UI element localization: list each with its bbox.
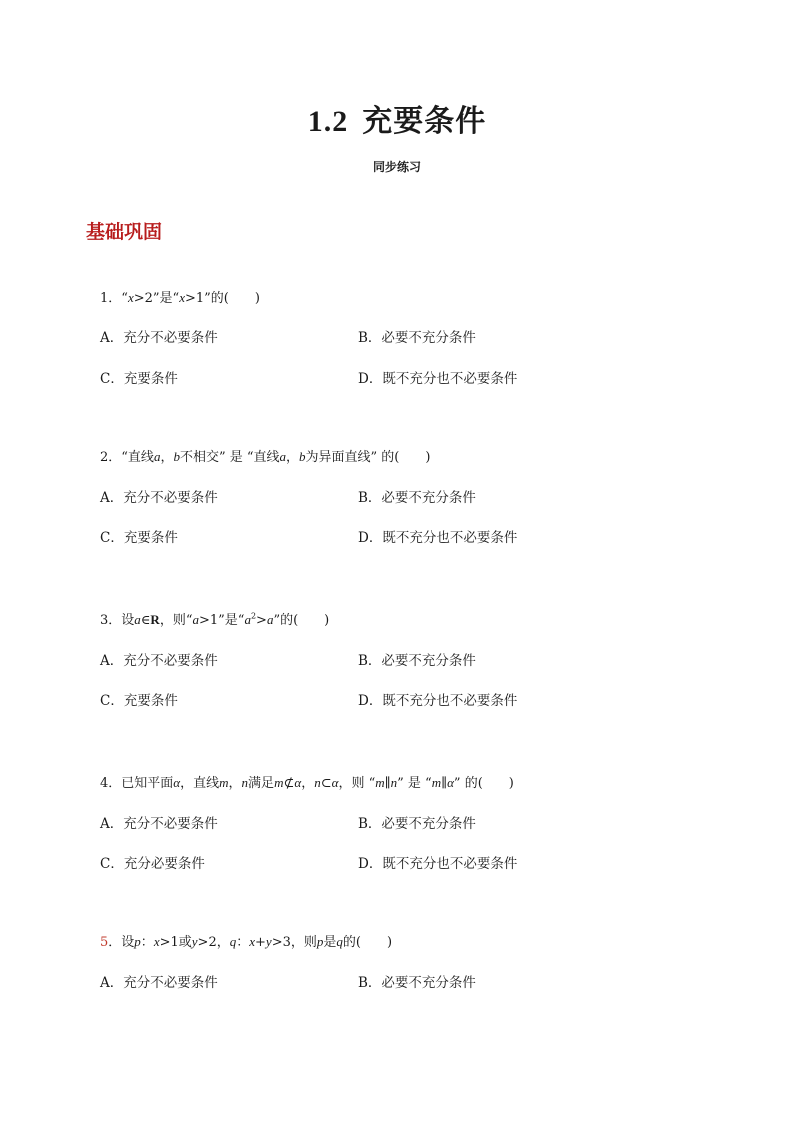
question-4-option-d[interactable]: D．既不充分也不必要条件: [358, 856, 518, 872]
math-var: x: [153, 934, 160, 949]
question-5-option-a[interactable]: A．充分不必要条件: [100, 975, 218, 991]
section-heading: 基础巩固: [86, 221, 163, 243]
math-var: a: [279, 449, 287, 464]
math-var: a: [153, 449, 161, 464]
math-var: α: [331, 775, 339, 790]
question-3-option-c[interactable]: C．充要条件: [100, 693, 178, 709]
math-var: x: [127, 290, 134, 305]
question-5-option-b[interactable]: B．必要不充分条件: [358, 975, 476, 991]
math-var: n: [390, 775, 398, 790]
question-number: 5: [100, 935, 109, 950]
math-var: α: [173, 775, 181, 790]
stem-text: >1”是“: [198, 613, 245, 628]
question-3-option-d[interactable]: D．既不充分也不必要条件: [358, 693, 518, 709]
math-var: m: [375, 775, 385, 790]
question-1-option-d[interactable]: D．既不充分也不必要条件: [358, 371, 518, 387]
stem-text: ” 是 “: [397, 776, 432, 791]
question-1-stem: [100, 287, 260, 306]
page-title: [0, 96, 794, 140]
stem-text: “直线: [121, 450, 154, 465]
stem-text: ：: [236, 935, 250, 950]
stem-text: ”的( ): [273, 613, 330, 628]
question-number: 1．: [100, 291, 122, 306]
stem-text: >1或: [159, 935, 192, 950]
math-var: a: [266, 612, 274, 627]
stem-text: >1”的( ): [184, 291, 260, 306]
question-4-option-a[interactable]: A．充分不必要条件: [100, 816, 218, 832]
stem-text: “: [121, 291, 128, 306]
math-var: n: [314, 775, 321, 790]
question-3-option-a[interactable]: A．充分不必要条件: [100, 653, 218, 669]
math-var: m: [431, 775, 442, 790]
title-text: 充要条件: [362, 104, 487, 139]
stem-text: +: [255, 935, 266, 950]
math-var: α: [447, 775, 454, 790]
stem-text: ，则“: [159, 613, 193, 628]
stem-text: ，则 “: [338, 776, 376, 791]
math-exponent: 2: [250, 611, 257, 621]
math-var: b: [173, 449, 180, 464]
math-var: a: [134, 612, 141, 627]
question-1-option-c[interactable]: C．充要条件: [100, 371, 178, 387]
math-var: p: [134, 934, 141, 949]
question-2-option-d[interactable]: D．既不充分也不必要条件: [358, 530, 518, 546]
question-2-option-a[interactable]: A．充分不必要条件: [100, 490, 218, 506]
stem-text: >2”是“: [133, 291, 180, 306]
stem-text: >2，: [197, 935, 230, 950]
stem-text: 为异面直线” 的( ): [305, 450, 431, 465]
stem-text: ，: [301, 776, 315, 791]
stem-text: ，直线: [180, 776, 220, 791]
math-set-symbol: R: [150, 612, 160, 627]
question-1-option-b[interactable]: B．必要不充分条件: [358, 330, 476, 346]
stem-text: ，: [286, 450, 300, 465]
question-4-option-b[interactable]: B．必要不充分条件: [358, 816, 476, 832]
stem-text: 的( ): [342, 935, 393, 950]
question-number: 4．: [100, 776, 122, 791]
question-number: 3．: [100, 613, 122, 628]
math-var: m: [219, 775, 229, 790]
question-3-option-b[interactable]: B．必要不充分条件: [358, 653, 476, 669]
math-var: x: [179, 290, 185, 305]
question-1-option-a[interactable]: A．充分不必要条件: [100, 330, 218, 346]
math-var: α: [294, 775, 302, 790]
stem-text: ∈: [140, 613, 151, 628]
stem-text: 不相交” 是 “直线: [179, 450, 280, 465]
math-var: n: [241, 775, 249, 790]
subtitle: 同步练习: [372, 160, 421, 174]
math-var: a: [192, 612, 199, 627]
math-var: b: [299, 449, 306, 464]
question-5-stem: [100, 931, 392, 950]
title-number: 1.2: [307, 105, 349, 138]
math-var: y: [265, 934, 272, 949]
stem-text: 满足: [248, 776, 275, 791]
stem-text: >3，则: [271, 935, 317, 950]
stem-text: 是: [323, 935, 337, 950]
stem-text: ．设: [108, 935, 135, 950]
math-var: q: [336, 934, 343, 949]
question-2-stem: [100, 446, 430, 465]
stem-text: >: [256, 613, 267, 628]
math-var: m: [274, 775, 284, 790]
stem-text: ，: [160, 450, 174, 465]
math-var: y: [191, 934, 198, 949]
stem-text: 已知平面: [121, 776, 174, 791]
math-var: x: [249, 934, 256, 949]
question-4-option-c[interactable]: C．充分必要条件: [100, 856, 205, 872]
math-symbol: ⊂: [320, 776, 332, 791]
stem-text: 设: [121, 613, 135, 628]
math-symbol: ⊄: [283, 776, 295, 791]
math-symbol: ∥: [441, 776, 448, 791]
question-2-option-b[interactable]: B．必要不充分条件: [358, 490, 476, 506]
math-var: a: [244, 612, 251, 627]
stem-text: ：: [140, 935, 154, 950]
question-4-stem: [100, 772, 514, 791]
math-var: p: [316, 934, 324, 949]
math-var: q: [229, 934, 237, 949]
question-2-option-c[interactable]: C．充要条件: [100, 530, 178, 546]
stem-text: ” 的( ): [453, 776, 514, 791]
question-3-stem: [100, 609, 329, 628]
stem-text: ，: [228, 776, 242, 791]
math-symbol: ∥: [384, 776, 391, 791]
question-number: 2．: [100, 450, 122, 465]
